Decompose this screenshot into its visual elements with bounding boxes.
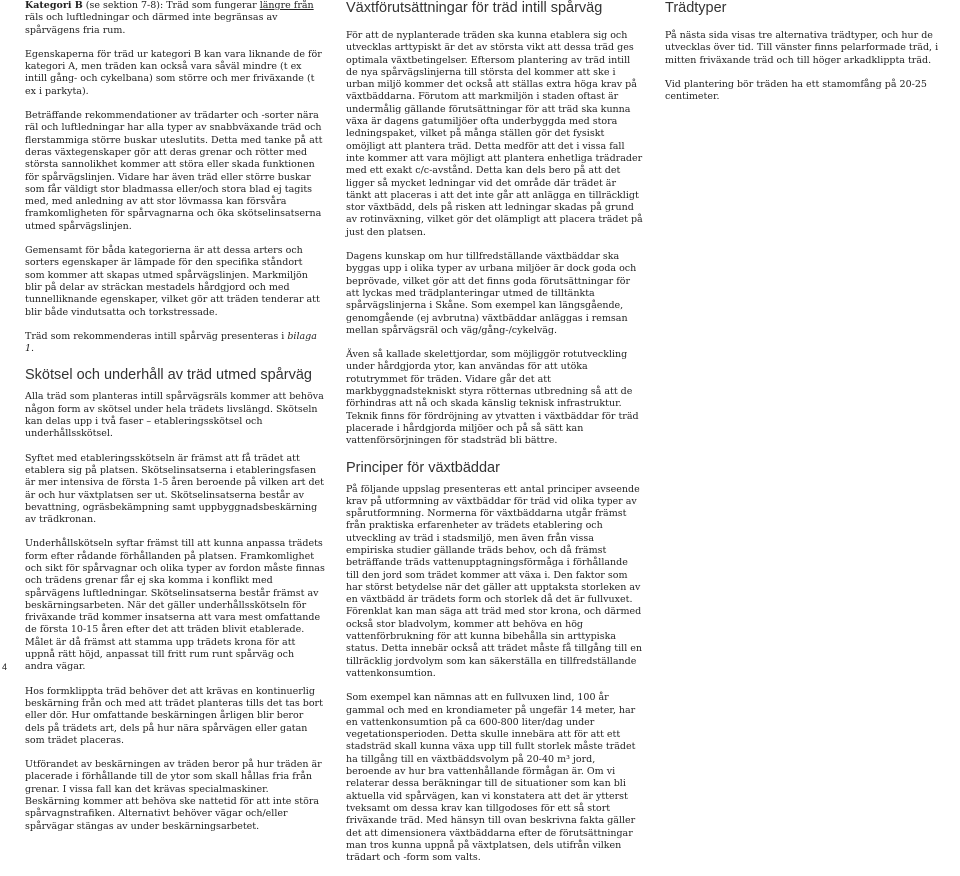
category-b-label: Kategori B	[25, 0, 83, 11]
page-number: 4	[2, 662, 8, 672]
middle-column	[346, 0, 643, 876]
category-b-text-b: räls och luftledningar och därmed inte begränsas av spårvägens fria rum.	[25, 12, 278, 36]
paragraph-underhall: Underhållskötseln syftar främst till att kunna anpassa trädets form efter rådande förhållanden på platsen. Framkomlighet och sikt för spårvagnar och olika typer av fordon måste finnas och trädens grenar får ej ska komma i konflikt med spårvägens luftledningar. Skötselinsatserna består främst av beskärningsarbeten. När det gäller underhållsskötseln för friväxande träd kommer insatserna att vara mest omfattande de första 10-15 åren efter det att träden blivit etablerade. Målet är då främst att stamma upp trädets krona för att uppnå rätt höjd, anpassat till fritt rum runt spårväg och andra vägar.	[25, 538, 325, 673]
category-b-paragraph	[25, 0, 325, 37]
paragraph-alla-trad: Alla träd som planteras intill spårvägsräls kommer att behöva någon form av skötsel under hela trädets livslängd. Skötseln kan delas upp i två faser – etableringsskötsel och underhållsskötsel.	[25, 391, 324, 440]
paragraph-gemensamt: Gemensamt för båda kategorierna är att dessa arters och sorters egenskaper är lämpade för den specifika ståndort som kommer att skapas utmed spårvägslinjen. Markmiljön blir på delar av sträckan mestadels hårdgjord och med tunnelliknande egenskaper, vilket gör att träden tenderar att blir både vindutsatta och torkstressade.	[25, 245, 320, 318]
heading-vaxtforutsattningar: Växtförutsättningar för träd intill spårväg	[346, 0, 603, 16]
paragraph-formklippta: Hos formklippta träd behöver det att krävas en kontinuerlig beskärning från och med att trädet planteras tills det tas bort eller dör. Hur omfattande beskärningen årligen blir beror dels på trädets art, dels på hur nära spårvägen eller gatan som trädet placeras.	[25, 685, 323, 746]
left-column	[25, 0, 325, 845]
heading-principer: Principer för växtbäddar	[346, 459, 500, 476]
paragraph-rekommendationer: Beträffande rekommendationer av trädarter och -sorter nära räl och luftledningar har alla typer av snabbväxande träd och flerstammiga större buskar uteslutits. Detta med tanke på att deras växtegenskaper gör att deras grenar och rötter med största sannolikhet kommer att störa eller skada funktionen för spårvägslinjen. Vidare har även träd eller större buskar som får väldigt stor bladmassa eller/och stora blad ej tagits med, med anledning av att stor lövmassa kan försvåra framkomligheten för spårvagnarna och öka skötselinsatserna utmed spårvägslinjen.	[25, 110, 323, 232]
bilaga-text-b: .	[31, 343, 35, 355]
paragraph-foljande-uppslag: På följande uppslag presenteras ett antal principer avseende krav på utformning av växtbäddar för träd vid olika typer av spårutformning. Normerna för växtbäddarna utgår främst från praktiska erfarenheter av trädets etablering och utveckling av träd i stadsmiljö, men även från vissa empiriska studier gällande träds behov, och då främst beträffande träds vattenupptagningsförmåga i förhållande till den jord som trädet kommer att växa i. Den faktor som har störst betydelse när det gäller att upptaksta storleken av en växtbädd är trädets form och storlek då det är fullvuxet. Förenklat kan man säga att träd med stor krona, och därmed också stor bladvolym, kommer att behöva en hög vattenförbrukning för att kunna bibehålla sin arttypiska status. Detta innebär också att trädet måste få tillgång till en tillräcklig jordvolym som kan säkerställa en tillfredställande vattenkonsumtion.	[346, 483, 643, 679]
paragraph-utforandet: Utförandet av beskärningen av träden beror på hur träden är placerade i förhållande till de ytor som skall hållas fria från grenar. I vissa fall kan det krävas specialmaskiner. Beskärning kommer att behöva ske nattetid för att inte störa spårvagnstrafiken. Alternativt behöver vägar och/eller spårvägar stängas av under beskärningsarbetet.	[25, 759, 322, 832]
paragraph-nyplanterade: För att de nyplanterade träden ska kunna etablera sig och utvecklas arttypiskt är det av största vikt att dessa träd ges optimala växtbetingelser. Eftersom plantering av träd intill de nya spårvägslinjerna till största del kommer att ske i urban miljö kommer det också att ställas extra höga krav på växtbäddarna. Förutom att markmiljön i staden oftast är undermålig gällande förutsättningar för att träd ska kunna växa är dagens gatumiljöer ofta underbyggda med stora ledningspaket, vilket på många ställen gör det fysiskt omöjligt att plantera träd. Detta medför att det i vissa fall inte kommer att vara möjligt att plantera enhetliga trädrader med ett exakt c/c-avstånd. Detta kan dels bero på att det ligger så mycket ledningar vid det område där trädet är tänkt att placeras i att det inte går att anlägga en tillräckligt stor växtbädd, dels på risken att ledningar skadas på grund av rotinväxning, vilket gör det olämpligt att placera trädet på just den platsen.	[346, 30, 643, 238]
category-b-text-a: (se sektion 7-8): Träd som fungerar	[82, 0, 260, 11]
category-b-underlined: längre från	[259, 0, 314, 11]
paragraph-egenskaper: Egenskaperna för träd ur kategori B kan vara liknande de för kategori A, men träden kan också vara såväl mindre (t ex intill gång- och cykelbana) som större och mer friväxande (t ex i parkyta).	[25, 48, 322, 97]
heading-tradtyper: Trädtyper	[665, 0, 727, 16]
paragraph-dagens-kunskap: Dagens kunskap om hur tillfredställande växtbäddar ska byggas upp i olika typer av urbana miljöer är dock goda och beprövade, vilket gör att det finns goda förutsättningar för att lyckas med trädplanteringar utmed de tilltänkta spårvägslinjerna i Skåne. Som exempel kan längsgående, genomgående (ej avbrutna) växtbäddar anläggas i remsan mellan spårvägsräl och väg/gång-/cykelväg.	[346, 251, 637, 336]
paragraph-stamomfang: Vid plantering bör träden ha ett stamomfång på 20-25 centimeter.	[665, 78, 927, 103]
paragraph-exempel-lind: Som exempel kan nämnas att en fullvuxen lind, 100 år gammal och med en krondiameter på ungefär 14 meter, har en vattenkonsumtion på ca 600-800 liter/dag under vegetationsperioden. Detta skulle innebära att för att ett stadsträd skall kunna växa upp till fullt storlek måste trädet ha tillgång till en växtbäddsvolym på 20-40 m³ jord, beroende av hur bra vattenhållande förmågan är. Om vi relaterar dessa beräkningar till de situationer som kan bli aktuella vid spårvägen, kan vi konstatera att det är ytterst tveksamt om dessa krav kan tillgodoses för ett så stort friväxande träd. Med hänsyn till ovan beskrivna fakta gäller det att dimensionera växtbäddarna efter de förutsättningar man tros kunna uppnå på växtplatsen, dels utifrån vilken trädart och -form som valts.	[346, 692, 636, 864]
paragraph-skelettjordar: Även så kallade skelettjordar, som möjliggör rotutveckling under hårdgjorda ytor, kan användas för att utöka rotutrymmet för träden. Vidare går det att markbyggnadstekniskt styra rötternas utbredning så att de förhindras att nå och skada känslig teknisk infrastruktur. Teknik finns för fördröjning av ytvatten i växtbäddar för träd placerade i hårdgjorda miljöer och på så sätt kan vattenförsörjningen för stadsträd bli bättre.	[346, 349, 639, 447]
paragraph-etablering: Syftet med etableringsskötseln är främst att få trädet att etablera sig på platsen. Skötselinsatserna i etableringsfasen är mer intensiva de första 1-5 åren beroende på vilken art det är och hur växtplatsen ser ut. Skötselinsatserna består av bevattning, ogräsbekämpning samt uppbyggnadsbeskärning av trädkronan.	[25, 452, 324, 526]
paragraph-nasta-sida: På nästa sida visas tre alternativa trädtyper, och hur de utvecklas över tid. Till vänster finns pelarformade träd, i mitten friväxande träd och till höger arkadklippta träd.	[665, 30, 939, 66]
paragraph-bilaga	[25, 331, 325, 356]
bilaga-text-a: Träd som rekommenderas intill spårväg presenteras i	[25, 330, 288, 342]
bilaga-ref: bilaga 1	[25, 330, 317, 355]
heading-skotsel: Skötsel och underhåll av träd utmed spårväg	[25, 367, 312, 384]
right-column	[665, 0, 955, 115]
